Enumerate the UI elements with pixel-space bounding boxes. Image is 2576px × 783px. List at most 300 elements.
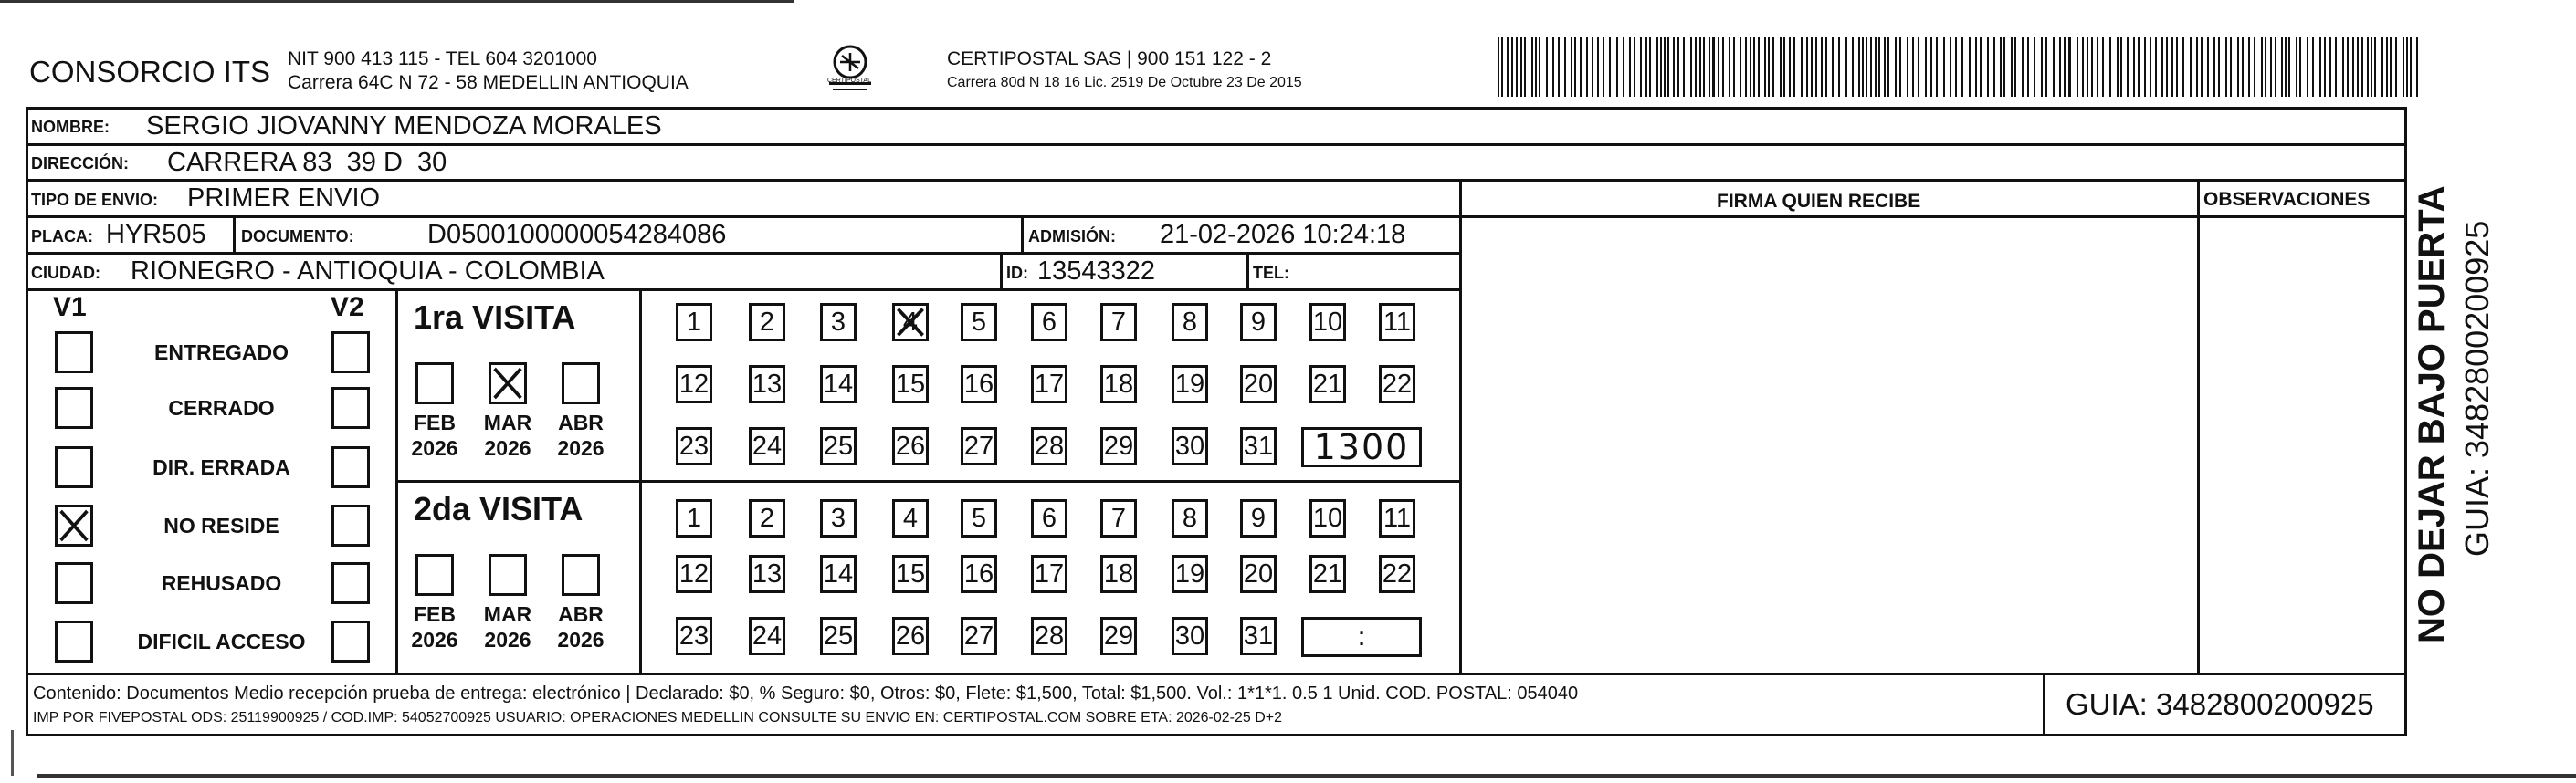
visit2-day-label: 13: [752, 559, 783, 589]
status-v1-checkbox[interactable]: [55, 331, 93, 373]
status-label: ENTREGADO: [154, 340, 289, 364]
barcode-bar: [1660, 37, 1662, 97]
barcode-bar: [1740, 37, 1741, 97]
visit1-day-box[interactable]: [820, 365, 857, 403]
side-warning: NO DEJAR BAJO PUERTA: [2412, 185, 2452, 643]
status-v2-checkbox[interactable]: [331, 505, 370, 547]
visit1-day-box[interactable]: [1031, 365, 1067, 403]
row-line: [26, 143, 2407, 146]
visit1-day-box[interactable]: [1379, 303, 1415, 341]
visit2-day-label: 1: [686, 504, 702, 533]
visit2-day-box[interactable]: [1240, 555, 1277, 593]
visit1-day-label: 26: [895, 432, 926, 461]
visit1-day-box[interactable]: [1240, 427, 1277, 465]
visit1-day-label: 12: [678, 370, 710, 399]
visit2-day-label: 8: [1182, 504, 1198, 533]
visit2-day-box[interactable]: [1379, 555, 1415, 593]
visit1-day-label: 4: [902, 308, 919, 337]
barcode-bar: [1535, 37, 1537, 97]
visit1-day-box[interactable]: [1172, 303, 1208, 341]
visit2-day-label: 16: [963, 559, 994, 589]
barcode-bar: [1887, 37, 1889, 97]
status-v2-checkbox[interactable]: [331, 562, 370, 604]
barcode-bar: [2406, 37, 2408, 97]
visit2-title: 2da VISITA: [414, 490, 584, 527]
visit1-day-label: 3: [830, 308, 846, 337]
barcode-bar: [1950, 37, 1951, 97]
visit2-day-box[interactable]: [1031, 555, 1067, 593]
barcode-bar: [1703, 37, 1705, 97]
visit1-day-box[interactable]: [1031, 427, 1067, 465]
visit2-day-box[interactable]: [1100, 555, 1137, 593]
visit1-day-box[interactable]: [749, 365, 785, 403]
form-right-border: [2404, 107, 2407, 736]
col-line-plate: [233, 215, 236, 252]
visit1-day-label: 10: [1312, 308, 1343, 337]
visit2-day-label: 31: [1243, 621, 1274, 651]
barcode-bar: [2275, 37, 2276, 97]
barcode-bar: [1673, 37, 1675, 97]
barcode-bar: [1592, 37, 1593, 97]
visit2-day-label: 15: [895, 559, 926, 589]
document-label: DOCUMENTO:: [241, 227, 354, 245]
side-guide: GUIA: 3482800200925: [2458, 220, 2496, 557]
visit2-day-label: 25: [823, 621, 854, 651]
barcode-bar: [1815, 37, 1817, 97]
visit2-day-box[interactable]: [676, 499, 712, 538]
visit2-day-label: 4: [902, 504, 919, 533]
visit2-day-label: 12: [678, 559, 710, 589]
barcode-bar: [1629, 37, 1631, 97]
footer-imp: IMP POR FIVEPOSTAL ODS: 25119900925 / COD.IMP: 54052700925 USUARIO: OPERACIONES MEDELLIN CONSULTE SU ENVIO EN: CERTIPOSTAL.COM SOBRE ETA: 2026-02-25 D+2: [33, 710, 1283, 726]
visit1-day-box[interactable]: [1309, 365, 1346, 403]
visit1-day-box[interactable]: [1100, 365, 1137, 403]
visit1-day-box[interactable]: [1240, 365, 1277, 403]
status-label: REHUSADO: [161, 571, 282, 595]
barcode-bar: [1764, 37, 1766, 97]
visit1-time-box[interactable]: [1301, 427, 1422, 467]
scan-edge-left: [11, 730, 14, 776]
visit2-day-box[interactable]: [1309, 555, 1346, 593]
barcode-bar: [1969, 37, 1971, 97]
barcode-bar: [1733, 37, 1735, 97]
visit2-day-box[interactable]: [1379, 499, 1415, 538]
barcode-bar: [1821, 37, 1823, 97]
visit1-day-box[interactable]: [1100, 303, 1137, 341]
visit1-day-label: 1: [686, 308, 702, 337]
barcode-bar: [2190, 37, 2192, 97]
barcode-bar: [1634, 37, 1635, 97]
barcode-bar: [1616, 37, 1618, 97]
visit2-day-box[interactable]: [961, 555, 997, 593]
status-label: DIFICIL ACCESO: [137, 630, 306, 653]
row-line: [26, 673, 2407, 675]
visit2-day-label: 23: [678, 621, 710, 651]
visit1-month-name: ABR: [558, 411, 604, 434]
barcode-bar: [1866, 37, 1867, 97]
visit1-day-label: 17: [1034, 370, 1065, 399]
col-line-tel: [1246, 252, 1249, 288]
status-v1-checkbox[interactable]: [55, 505, 93, 547]
visit1-day-box[interactable]: [1240, 303, 1277, 341]
visit2-day-box[interactable]: [1309, 499, 1346, 538]
status-v2-checkbox[interactable]: [331, 621, 370, 663]
visit2-month-name: MAR: [483, 602, 532, 626]
barcode-bar: [1718, 37, 1719, 97]
barcode-bar: [2133, 37, 2135, 97]
col-line-admission: [1021, 215, 1024, 252]
visit2-day-label: 17: [1034, 559, 1065, 589]
visit1-day-box[interactable]: [1172, 427, 1208, 465]
barcode-bar: [2254, 37, 2255, 97]
barcode-bar: [2342, 37, 2344, 97]
visit2-day-label: 6: [1041, 504, 1057, 533]
visit2-day-label: 19: [1174, 559, 1205, 589]
plate-label: PLACA:: [31, 227, 93, 245]
barcode-bar: [1801, 37, 1803, 97]
barcode-bar: [2064, 37, 2066, 97]
barcode-bar: [1552, 37, 1554, 97]
visit1-day-box[interactable]: [676, 427, 712, 465]
barcode-bar: [2213, 37, 2215, 97]
visit2-day-box[interactable]: [892, 499, 929, 538]
status-label: CERRADO: [168, 396, 275, 420]
visit2-day-label: 26: [895, 621, 926, 651]
barcode-bar: [1574, 37, 1576, 97]
visit2-day-box[interactable]: [676, 555, 712, 593]
barcode-bar: [2371, 37, 2372, 97]
barcode-bar: [2357, 37, 2359, 97]
barcode-bar: [2381, 37, 2383, 97]
visit2-time-box[interactable]: [1301, 617, 1422, 657]
barcode-bar: [1564, 37, 1566, 97]
barcode-bar: [2087, 37, 2088, 97]
barcode-bar: [1768, 37, 1770, 97]
barcode-bar: [1683, 37, 1685, 97]
observations-header: OBSERVACIONES: [2203, 189, 2371, 210]
barcode-bar: [1943, 37, 1945, 97]
barcode-bar: [1712, 37, 1715, 97]
visit1-day-box[interactable]: [1379, 365, 1415, 403]
visit1-day-box[interactable]: [676, 365, 712, 403]
barcode-bar: [1987, 37, 1989, 97]
barcode-bar: [1667, 37, 1669, 97]
visit1-day-label: 28: [1034, 432, 1065, 461]
barcode-bar: [2237, 37, 2239, 97]
visit2-day-label: 30: [1174, 621, 1205, 651]
barcode-bar: [1918, 37, 1919, 97]
visit2-day-label: 10: [1312, 504, 1343, 533]
company-address: Carrera 64C N 72 - 58 MEDELLIN ANTIOQUIA: [288, 72, 689, 93]
barcode-bar: [2281, 37, 2283, 97]
day-check-mark: [895, 306, 926, 339]
visit2-day-label: 21: [1312, 559, 1343, 589]
barcode-bar: [2166, 37, 2168, 97]
barcode-bar: [1772, 37, 1774, 97]
visit1-day-box[interactable]: [961, 427, 997, 465]
visit2-day-box[interactable]: [1240, 499, 1277, 538]
visit1-day-box[interactable]: [961, 365, 997, 403]
visit1-day-label: 16: [963, 370, 994, 399]
visit1-day-box[interactable]: [820, 303, 857, 341]
visit1-day-label: 27: [963, 432, 994, 461]
visit1-day-label: 30: [1174, 432, 1205, 461]
col-line-sig: [1459, 179, 1462, 673]
visit2-day-box[interactable]: [1031, 499, 1067, 538]
barcode-bar: [1838, 37, 1840, 97]
visit2-month-name: ABR: [558, 602, 604, 626]
visit2-day-box[interactable]: [820, 555, 857, 593]
scan-edge-bottom: [37, 774, 2576, 778]
barcode-bar: [1975, 37, 1977, 97]
visit2-day-box[interactable]: [892, 617, 929, 655]
visit1-day-label: 19: [1174, 370, 1205, 399]
id-value: 13543322: [1037, 256, 1156, 286]
barcode-bar: [2068, 37, 2071, 97]
barcode-bar: [2034, 37, 2035, 97]
barcode-bar: [1546, 37, 1548, 97]
barcode-bar: [2230, 37, 2232, 97]
barcode-bar: [1695, 37, 1697, 97]
barcode-bar: [1907, 37, 1908, 97]
visit2-day-box[interactable]: [1172, 499, 1208, 538]
name-value: SERGIO JIOVANNY MENDOZA MORALES: [146, 111, 662, 141]
visit2-month-year: 2026: [557, 628, 605, 652]
barcode-bar: [2000, 37, 2002, 97]
carrier-name: CERTIPOSTAL SAS | 900 151 122 - 2: [947, 48, 1272, 69]
visit2-day-label: 5: [971, 504, 987, 533]
visit1-month-checkbox[interactable]: [562, 362, 600, 404]
barcode-bar: [1645, 37, 1647, 97]
barcode-bar: [1649, 37, 1651, 97]
barcode-bar: [2171, 37, 2173, 97]
visit1-day-box[interactable]: [892, 365, 929, 403]
barcode-bar: [2347, 37, 2349, 97]
barcode-bar: [1789, 37, 1791, 97]
barcode-bar: [2161, 37, 2163, 97]
barcode-bar: [2248, 37, 2250, 97]
barcode-bar: [1753, 37, 1755, 97]
visit1-day-box[interactable]: [1031, 303, 1067, 341]
barcode-bar: [2261, 37, 2263, 97]
visit1-day-label: 13: [752, 370, 783, 399]
barcode-bar: [1623, 37, 1624, 97]
visit1-month-year: 2026: [557, 436, 605, 460]
visit2-day-box[interactable]: [749, 617, 785, 655]
barcode-bar: [2091, 37, 2093, 97]
name-label: NOMBRE:: [31, 118, 110, 136]
barcode-bar: [2265, 37, 2266, 97]
visit1-day-box[interactable]: [820, 427, 857, 465]
status-v1-checkbox[interactable]: [55, 387, 93, 429]
visit1-day-label: 7: [1110, 308, 1127, 337]
visit1-month-year: 2026: [484, 436, 531, 460]
shipment-type-label: TIPO DE ENVIO:: [31, 191, 159, 209]
visit1-day-label: 5: [971, 308, 987, 337]
visit2-day-box[interactable]: [1172, 617, 1208, 655]
barcode-bar: [2138, 37, 2140, 97]
status-v1-checkbox[interactable]: [55, 446, 93, 488]
barcode-bar: [1758, 37, 1760, 97]
barcode-bar: [1955, 37, 1957, 97]
visit2-day-box[interactable]: [892, 555, 929, 593]
visit2-day-box[interactable]: [676, 617, 712, 655]
visit2-day-label: 18: [1103, 559, 1134, 589]
barcode-bar: [2027, 37, 2029, 97]
document-value: D0500100000054284086: [427, 220, 727, 249]
visit1-day-label: 24: [752, 432, 783, 461]
barcode-bar: [2361, 37, 2363, 97]
visit2-day-box[interactable]: [820, 499, 857, 538]
barcode-bar: [2319, 37, 2321, 97]
visit1-day-label: 11: [1383, 308, 1412, 337]
visit2-day-label: 7: [1110, 504, 1127, 533]
tel-label: TEL:: [1253, 264, 1289, 282]
visit2-month-name: FEB: [414, 602, 456, 626]
barcode-bar: [2176, 37, 2178, 97]
barcode-bar: [2324, 37, 2326, 97]
barcode-bar: [2299, 37, 2301, 97]
barcode-bar: [1912, 37, 1914, 97]
status-v2-checkbox[interactable]: [331, 331, 370, 373]
barcode-bar: [2109, 37, 2111, 97]
city-value: RIONEGRO - ANTIOQUIA - COLOMBIA: [131, 256, 605, 286]
barcode-bar: [2144, 37, 2146, 97]
barcode-bar: [1524, 37, 1526, 97]
visit2-day-box[interactable]: [820, 617, 857, 655]
visit1-day-box[interactable]: [1172, 365, 1208, 403]
visit2-day-box[interactable]: [749, 555, 785, 593]
barcode-bar: [1597, 37, 1599, 97]
barcode-bar: [1750, 37, 1751, 97]
logo-text: CERTIPOSTAL: [827, 78, 871, 84]
barcode-bar: [2041, 37, 2043, 97]
v1-label: V1: [53, 292, 87, 322]
barcode-bar: [2022, 37, 2024, 97]
visit1-month-checkbox[interactable]: [489, 362, 527, 404]
status-v1-checkbox[interactable]: [55, 562, 93, 604]
visit1-day-box[interactable]: [1309, 303, 1346, 341]
row-line: [26, 179, 2407, 182]
company-nit: NIT 900 413 115 - TEL 604 3201000: [288, 48, 597, 69]
visit2-day-label: 20: [1243, 559, 1274, 589]
barcode-bar: [1884, 37, 1886, 97]
barcode-bar: [1699, 37, 1701, 97]
visit1-day-box[interactable]: [892, 303, 929, 341]
barcode-bar: [2416, 37, 2418, 97]
barcode-bar: [1936, 37, 1938, 97]
barcode-bar: [2335, 37, 2337, 97]
visit2-day-box[interactable]: [961, 617, 997, 655]
barcode-bar: [1745, 37, 1747, 97]
visit1-day-label: 15: [895, 370, 926, 399]
barcode-bar: [2307, 37, 2308, 97]
visit2-day-label: 24: [752, 621, 783, 651]
barcode-bar: [2201, 37, 2203, 97]
visit1-month-name: MAR: [483, 411, 532, 434]
visit1-day-box[interactable]: [1100, 427, 1137, 465]
visit2-month-checkbox[interactable]: [415, 554, 454, 596]
carrier-address: Carrera 80d N 18 16 Lic. 2519 De Octubre 23 De 2015: [947, 75, 1302, 90]
visit1-day-label: 22: [1382, 370, 1413, 399]
visit2-day-label: 2: [759, 504, 775, 533]
barcode-bar: [2329, 37, 2331, 97]
barcode-bar: [1852, 37, 1854, 97]
visit1-day-label: 29: [1103, 432, 1134, 461]
barcode-bar: [2312, 37, 2314, 97]
visit-divider: [395, 480, 1462, 483]
barcode-bar: [1875, 37, 1877, 97]
visit1-day-box[interactable]: [961, 303, 997, 341]
visit1-day-box[interactable]: [749, 303, 785, 341]
barcode-bar: [2097, 37, 2098, 97]
barcode-bar: [1825, 37, 1827, 97]
barcode-bar: [2270, 37, 2272, 97]
barcode-bar: [2077, 37, 2078, 97]
visit2-month-checkbox[interactable]: [489, 554, 527, 596]
visit1-day-label: 6: [1041, 308, 1057, 337]
barcode-bar: [1925, 37, 1927, 97]
status-label: DIR. ERRADA: [152, 455, 290, 479]
barcode-bar: [2182, 37, 2184, 97]
barcode-bar: [1811, 37, 1813, 97]
visit2-day-box[interactable]: [1031, 617, 1067, 655]
visit2-day-box[interactable]: [1172, 555, 1208, 593]
visit1-day-label: 25: [823, 432, 854, 461]
barcode-bar: [1862, 37, 1864, 97]
visit1-day-box[interactable]: [749, 427, 785, 465]
barcode-bar: [1586, 37, 1588, 97]
visit2-day-label: 11: [1383, 504, 1412, 533]
barcode-bar: [1664, 37, 1666, 97]
barcode-bar: [1558, 37, 1560, 97]
barcode-bar: [1531, 37, 1533, 97]
barcode-bar: [2102, 37, 2104, 97]
barcode-bar: [2285, 37, 2287, 97]
barcode-bar: [1511, 37, 1513, 97]
visit2-day-box[interactable]: [1240, 617, 1277, 655]
status-v2-checkbox[interactable]: [331, 387, 370, 429]
footer-contents: Contenido: Documentos Medio recepción prueba de entrega: electrónico | Declarado: $0, % Seguro: $0, Otros: $0, Flete: $1,500, Total: $1,500. Vol.: 1*1*1. 0.5 1 Unid. COD. POSTAL: 054040: [33, 684, 1579, 704]
row-line: [26, 288, 1462, 291]
barcode-bar: [1993, 37, 1995, 97]
visit2-month-checkbox[interactable]: [562, 554, 600, 596]
visit2-day-label: 9: [1250, 504, 1267, 533]
visit2-day-box[interactable]: [749, 499, 785, 538]
form-bottom-border: [26, 734, 2407, 736]
visit1-day-label: 2: [759, 308, 775, 337]
barcode-bar: [2003, 37, 2005, 97]
visit1-day-box[interactable]: [676, 303, 712, 341]
status-v2-checkbox[interactable]: [331, 446, 370, 488]
barcode-bar: [2053, 37, 2055, 97]
visit1-day-box[interactable]: [892, 427, 929, 465]
visit2-day-box[interactable]: [1100, 499, 1137, 538]
barcode-bar: [1709, 37, 1710, 97]
visit2-day-label: 29: [1103, 621, 1134, 651]
visit1-title: 1ra VISITA: [414, 298, 576, 336]
barcode-bar: [1640, 37, 1642, 97]
visit2-day-box[interactable]: [961, 499, 997, 538]
visit2-day-box[interactable]: [1100, 617, 1137, 655]
visit1-month-checkbox[interactable]: [415, 362, 454, 404]
company-name: CONSORCIO ITS: [29, 55, 271, 89]
barcode-bar: [2117, 37, 2119, 97]
barcode-bar: [2225, 37, 2227, 97]
barcode-bar: [2386, 37, 2388, 97]
visit2-day-label: 27: [963, 621, 994, 651]
status-v1-checkbox[interactable]: [55, 621, 93, 663]
